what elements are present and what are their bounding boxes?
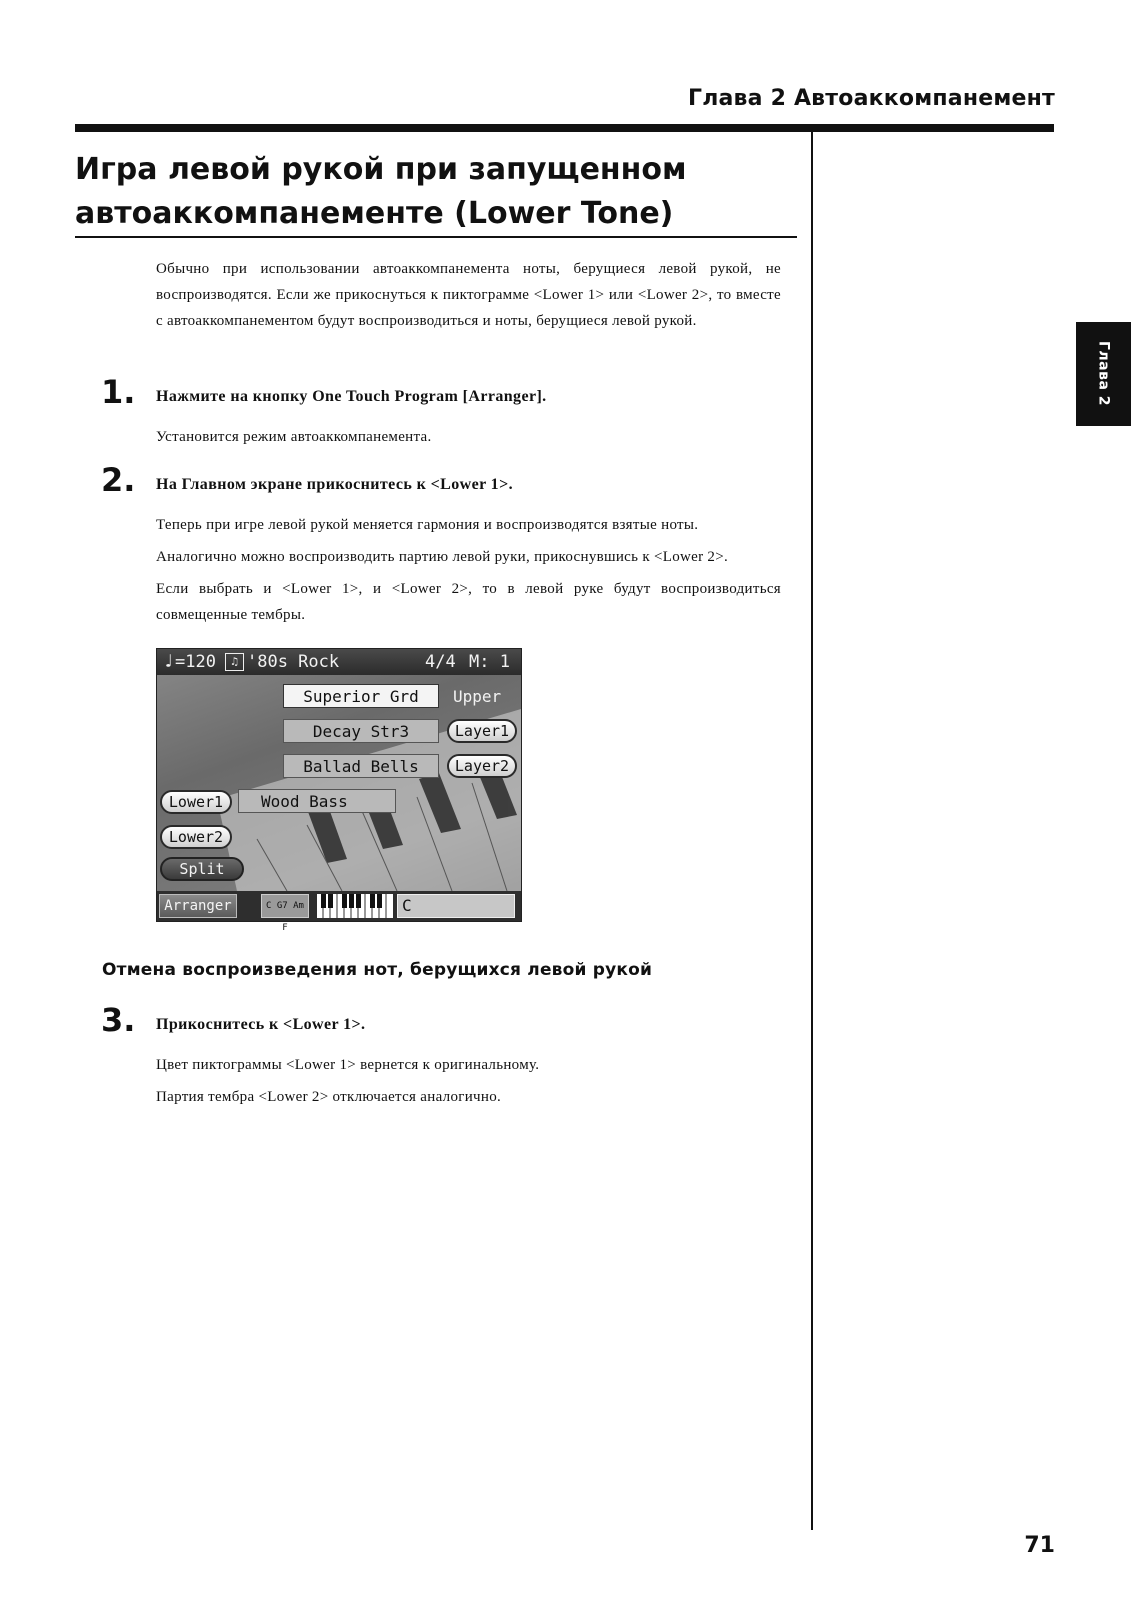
step-3-note-1: Цвет пиктограммы <Lower 1> вернется к оригинальному. (156, 1057, 540, 1073)
tempo-value: =120 (175, 652, 216, 672)
lower1-tone-field[interactable]: Wood Bass (238, 789, 396, 813)
layer2-button[interactable]: Layer2 (447, 754, 517, 778)
time-signature: 4/4 (425, 652, 456, 672)
chapter-side-tab (1076, 322, 1131, 426)
step-2-note-3: Если выбрать и <Lower 1>, и <Lower 2>, то в левой руке будут воспроизводиться совмещенные тембры. (156, 581, 781, 623)
step-2-note-2: Аналогично можно воспроизводить партию левой руки, прикоснувшись к <Lower 2>. (156, 549, 729, 565)
page-number: 71 (1024, 1533, 1055, 1558)
layer1-tone-field[interactable]: Decay Str3 (283, 719, 439, 743)
header-rule (75, 124, 1054, 132)
screen-status-bar (157, 649, 521, 675)
chapter-side-tab-label: Глава 2 (1095, 341, 1112, 407)
upper-tone-field[interactable]: Superior Grd (283, 684, 439, 708)
step-2-number: 2. (101, 461, 136, 499)
step-3-note-2: Партия тембра <Lower 2> отключается аналогично. (156, 1089, 502, 1105)
layer2-tone-field[interactable]: Ballad Bells (283, 754, 439, 778)
step-2-note-1: Теперь при игре левой рукой меняется гармония и воспроизводятся взятые ноты. (156, 517, 699, 533)
step-2-text: На Главном экране прикоснитесь к <Lower 1>. (156, 476, 513, 493)
step-3-number: 3. (101, 1001, 136, 1039)
measure-counter: M: 1 (469, 652, 510, 672)
page-title-line-2: автоаккомпанементе (Lower Tone) (75, 196, 674, 231)
layer1-button[interactable]: Layer1 (447, 719, 517, 743)
mini-keyboard-icon (317, 894, 393, 918)
screen-bottom-bar (157, 891, 521, 933)
step-1-text: Нажмите на кнопку One Touch Program [Arranger]. (156, 388, 547, 405)
upper-label: Upper (453, 687, 502, 706)
step-1-number: 1. (101, 373, 136, 411)
chord-intelligence-icon[interactable]: C G7 Am F (261, 894, 309, 918)
chord-name-field: C (397, 894, 515, 918)
step-1-note: Установится режим автоаккомпанемента. (156, 429, 432, 445)
lower2-button[interactable]: Lower2 (160, 825, 232, 849)
split-button[interactable]: Split (160, 857, 244, 881)
arranger-button[interactable]: Arranger (159, 894, 237, 918)
page-title (75, 148, 795, 236)
intro-paragraph: Обычно при использовании автоаккомпанемента ноты, берущиеся левой рукой, не воспроизводятся. Если же прикоснуться к пиктограмме <Lower 1> или <Lower 2>, то вместе с автоаккомпанементом будут воспроизводиться и ноты, берущиеся левой рукой. (156, 261, 781, 329)
lower1-button[interactable]: Lower1 (160, 790, 232, 814)
step-3-text: Прикоснитесь к <Lower 1>. (156, 1016, 366, 1033)
section-subheading: Отмена воспроизведения нот, берущихся левой рукой (102, 960, 653, 980)
rhythm-style-name[interactable]: '80s Rock (247, 652, 340, 672)
rhythm-style-icon: ♫ (225, 653, 244, 671)
title-underline (75, 236, 797, 238)
note-icon: ♩ (163, 651, 174, 672)
main-screen-screenshot (156, 648, 522, 933)
page-title-line-1: Игра левой рукой при запущенном (75, 152, 687, 187)
column-divider (811, 130, 813, 1530)
chapter-header: Глава 2 Автоаккомпанемент (687, 86, 1055, 111)
